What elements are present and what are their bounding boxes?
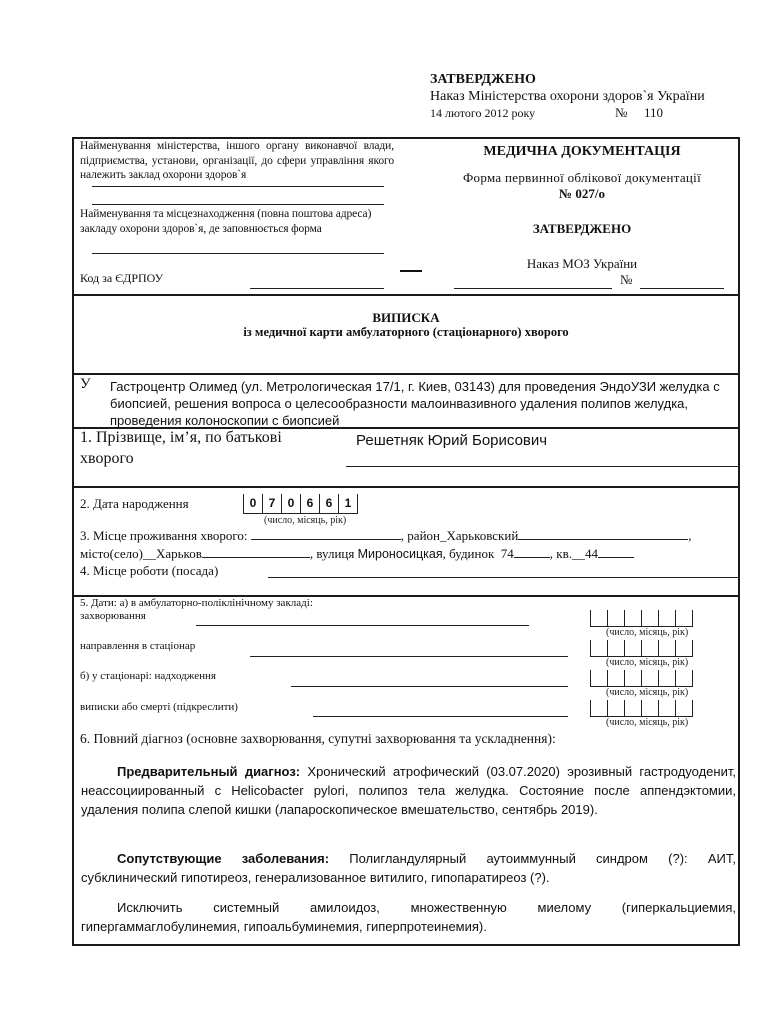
date-row-line-discharge[interactable] bbox=[313, 716, 568, 717]
date-caption-admission: (число, місяць, рік) bbox=[606, 687, 689, 698]
city-value[interactable]: Харьков bbox=[155, 546, 202, 561]
moz-order-label: Наказ МОЗ України bbox=[526, 256, 638, 271]
dob-caption: (число, місяць, рік) bbox=[264, 515, 347, 526]
date-boxes-discharge[interactable] bbox=[590, 700, 693, 717]
name-label-line2: хворого bbox=[80, 450, 134, 467]
preliminary-diagnosis-text: Хронический атрофический (03.07.2020) эрозивный гастродуоденит, неассоциированный с Helicobacter pylori, полипоз тела желудка. Состояние после аппендэктомии, удаления полипа слепой кишки (лапароскопическое вмешательство, сентябрь 2019). bbox=[81, 764, 736, 817]
preliminary-diagnosis-label: Предварительный диагноз: bbox=[117, 764, 301, 779]
house-line bbox=[514, 545, 550, 558]
destination-text: Гастроцентр Олимед (ул. Метрологическая 17/1, г. Киев, 03143) для проведения ЭндоУЗИ желудка с биопсией, решения вопроса о целесообразности малоинвазивного удаления полипов желудка, проведения колоноскопии с биопсией bbox=[110, 379, 720, 428]
exclusion-note: Исключить системный амилоидоз, множественную миелому (гиперкальциемия, гипергаммаглобулинемия, гипоальбуминемия, гиперпротеинемия). bbox=[81, 900, 736, 934]
moz-number-sign: № bbox=[620, 272, 633, 287]
address-line-2 bbox=[80, 545, 740, 563]
name-label-line1: 1. Прізвище, ім’я, по батькові bbox=[80, 429, 282, 446]
dob-digit[interactable]: 6 bbox=[320, 494, 339, 513]
apt-value[interactable]: 44 bbox=[585, 546, 599, 561]
date-row-label-discharge: виписки або смерті (підкреслити) bbox=[80, 701, 238, 713]
patient-name-value[interactable]: Решетняк Юрий Борисович bbox=[356, 432, 548, 449]
ministry-line-2[interactable] bbox=[92, 204, 384, 205]
diagnosis-label: 6. Повний діагноз (основне захворювання, супутні захворювання та ускладнення): bbox=[80, 731, 556, 746]
divider-name bbox=[72, 486, 740, 488]
date-caption-discharge: (число, місяць, рік) bbox=[606, 717, 689, 728]
apt-line bbox=[598, 545, 634, 558]
house-value[interactable]: 74 bbox=[500, 546, 514, 561]
dob-label: 2. Дата народження bbox=[80, 496, 189, 511]
apt-label: , кв.__ bbox=[549, 546, 586, 561]
date-caption-referral: (число, місяць, рік) bbox=[606, 657, 689, 668]
approval-title: ЗАТВЕРДЖЕНО bbox=[430, 72, 536, 87]
dob-digit[interactable]: 7 bbox=[263, 494, 282, 513]
street-label: , вулиця bbox=[309, 546, 355, 561]
facility-line[interactable] bbox=[92, 253, 384, 254]
patient-name-line bbox=[346, 466, 740, 467]
edrpou-field[interactable] bbox=[250, 288, 384, 289]
title-vypyska: ВИПИСКА bbox=[372, 310, 440, 325]
approval-order: Наказ Міністерства охорони здоров`я України bbox=[430, 89, 705, 104]
dob-input-boxes[interactable] bbox=[243, 494, 358, 514]
title-subtitle: із медичної карти амбулаторного (стаціонарного) хворого bbox=[243, 325, 569, 339]
district-label: , район_ bbox=[400, 528, 447, 543]
divider-title bbox=[72, 373, 740, 375]
date-row-label-referral: направлення в стаціонар bbox=[80, 640, 196, 652]
work-label: 4. Місце роботи (посада) bbox=[80, 563, 219, 578]
district-value[interactable]: Харьковский bbox=[446, 528, 519, 543]
ministry-line-1[interactable] bbox=[92, 186, 384, 187]
ministry-label: Найменування міністерства, іншого органу виконавчої влади, підприємства, установи, організації, до сфери управління якого належить заклад охорони здоров`я bbox=[80, 140, 394, 181]
comorbid-diseases bbox=[81, 849, 736, 887]
form-label: Форма первинної облікової документації bbox=[462, 170, 701, 185]
date-row-label-illness: захворювання bbox=[80, 610, 146, 622]
district-line bbox=[518, 527, 688, 540]
date-row-line-illness[interactable] bbox=[196, 625, 529, 626]
dates-header: 5. Дати: а) в амбулаторно-поліклінічному закладі: bbox=[80, 597, 313, 609]
address-field[interactable] bbox=[251, 527, 401, 540]
approval-number-sign: № bbox=[615, 105, 628, 120]
approval-date: 14 лютого 2012 року bbox=[430, 106, 536, 120]
approved-label: ЗАТВЕРДЖЕНО bbox=[532, 221, 632, 236]
city-label: місто(село)__ bbox=[80, 546, 156, 561]
date-row-label-admission: б) у стаціонарі: надходження bbox=[80, 670, 216, 682]
date-boxes-illness[interactable] bbox=[590, 610, 693, 627]
medical-documentation-title: МЕДИЧНА ДОКУМЕНТАЦІЯ bbox=[483, 144, 681, 159]
destination-prefix: У bbox=[80, 376, 91, 392]
date-caption-illness: (число, місяць, рік) bbox=[606, 627, 689, 638]
form-number: № 027/о bbox=[559, 186, 605, 201]
edrpou-label: Код за ЄДРПОУ bbox=[80, 271, 164, 285]
city-line bbox=[202, 545, 310, 558]
date-boxes-referral[interactable] bbox=[590, 640, 693, 657]
street-value[interactable]: Мироносицкая bbox=[357, 547, 443, 561]
moz-order-date-field[interactable] bbox=[454, 288, 612, 289]
preliminary-diagnosis bbox=[81, 762, 736, 819]
divider-header bbox=[72, 294, 740, 296]
date-row-line-admission[interactable] bbox=[291, 686, 568, 687]
work-field[interactable] bbox=[268, 577, 740, 578]
facility-label: Найменування та місцезнаходження (повна поштова адреса) закладу охорони здоров`я, де заповнюється форма bbox=[80, 208, 372, 235]
dob-digit[interactable]: 0 bbox=[282, 494, 301, 513]
date-boxes-admission[interactable] bbox=[590, 670, 693, 687]
dob-digit[interactable]: 6 bbox=[301, 494, 320, 513]
address-label: 3. Місце проживання хворого: bbox=[80, 528, 248, 543]
dob-digit[interactable]: 1 bbox=[339, 494, 358, 513]
comorbid-diseases-text: Полигландулярный аутоиммунный синдром (?): АИТ, субклинический гипотиреоз, генерализованное витилиго, гипопаратиреоз (?). bbox=[81, 851, 736, 885]
moz-number-field[interactable] bbox=[640, 288, 724, 289]
dob-digit[interactable]: 0 bbox=[244, 494, 263, 513]
approval-number: 110 bbox=[644, 105, 664, 120]
house-label: , будинок bbox=[442, 546, 495, 561]
address-line-1: 3. Місце проживання хворого: , район_Харьковский , bbox=[80, 528, 692, 543]
comorbid-diseases-label: Сопутствующие заболевания: bbox=[117, 851, 330, 866]
date-row-line-referral[interactable] bbox=[250, 656, 568, 657]
